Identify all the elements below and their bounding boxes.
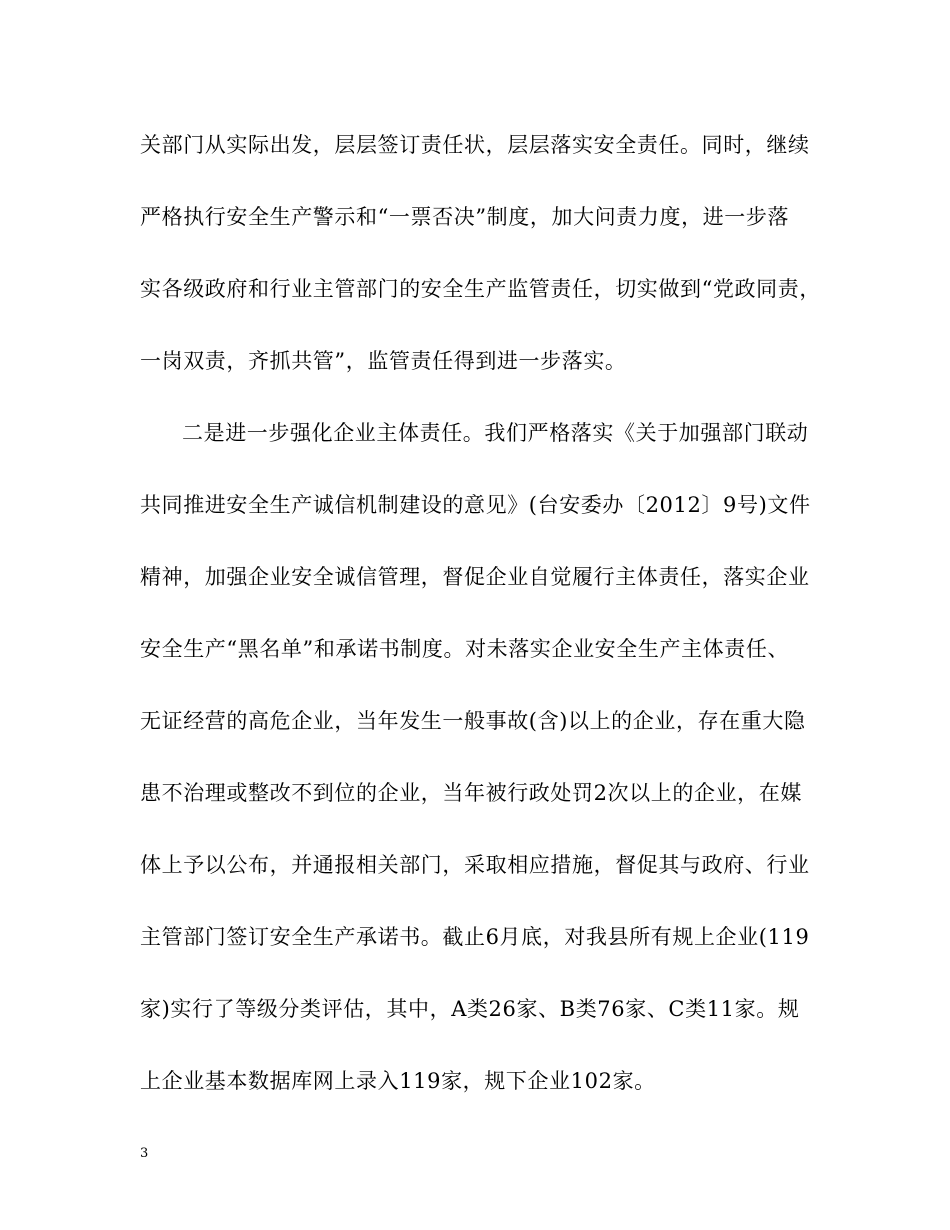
paragraph-line: 一岗双责，齐抓共管”，监管责任得到进一步落实。 <box>140 349 627 373</box>
paragraph-line: 上企业基本数据库网上录入119家，规下企业102家。 <box>140 1069 656 1093</box>
page-number: 3 <box>140 1146 149 1161</box>
paragraph-line: 无证经营的高危企业，当年发生一般事故(含)以上的企业，存在重大隐 <box>140 709 806 733</box>
paragraph-line: 体上予以公布，并通报相关部门，采取相应措施，督促其与政府、行业 <box>140 853 810 877</box>
paragraph-line: 精神，加强企业安全诚信管理，督促企业自觉履行主体责任，落实企业 <box>140 565 810 589</box>
paragraph-line: 主管部门签订安全生产承诺书。截止6月底，对我县所有规上企业(119 <box>140 925 810 949</box>
paragraph-line: 安全生产“黑名单”和承诺书制度。对未落实企业安全生产主体责任、 <box>140 637 790 661</box>
paragraph-line: 共同推进安全生产诚信机制建设的意见》(台安委办〔2012〕9号)文件 <box>140 493 811 517</box>
paragraph-line: 实各级政府和行业主管部门的安全生产监管责任，切实做到“党政同责， <box>140 277 821 301</box>
paragraph-line: 严格执行安全生产警示和“一票否决”制度，加大问责力度，进一步落 <box>140 205 790 229</box>
paragraph-line: 二是进一步强化企业主体责任。我们严格落实《关于加强部门联动 <box>182 421 809 445</box>
paragraph-line: 患不治理或整改不到位的企业，当年被行政处罚2次以上的企业，在媒 <box>140 781 802 805</box>
paragraph-line: 关部门从实际出发，层层签订责任状，层层落实安全责任。同时，继续 <box>140 133 810 157</box>
paragraph-line: 家)实行了等级分类评估，其中，A类26家、B类76家、C类11家。规 <box>140 997 800 1021</box>
